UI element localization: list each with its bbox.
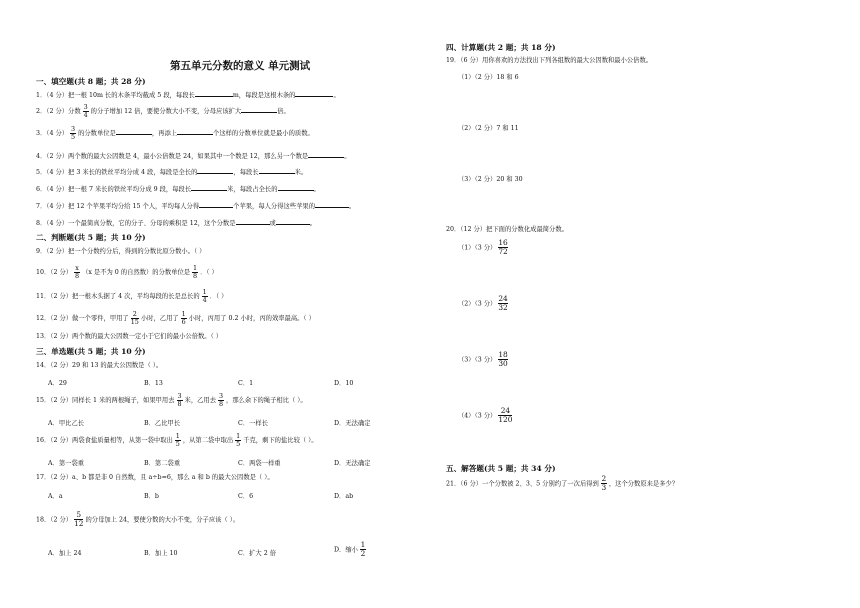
fraction-numerator: 1 — [202, 288, 207, 296]
q7-text-b: 个苹果，每人分得这些苹果的 — [233, 203, 315, 210]
fraction — [218, 393, 224, 408]
fraction — [235, 433, 241, 448]
fraction-numerator: 1 — [360, 540, 366, 549]
q21-text-b: ，这个分数原来是多少？ — [608, 480, 679, 488]
q5-text-b: ，每段长 — [233, 169, 259, 176]
answer-blank[interactable] — [236, 218, 270, 225]
option-a[interactable]: A．第一袋重 — [48, 460, 85, 467]
section-heading-fill: 一、填空题(共 8 题；共 28 分) — [36, 77, 146, 86]
fraction-numerator: 5 — [76, 510, 82, 519]
question-14 — [36, 362, 162, 370]
fraction — [70, 126, 76, 141]
q19-item-3: （3）（2 分）20 和 30 — [458, 176, 523, 183]
question-3 — [36, 126, 314, 141]
section-heading-judge: 二、判断题(共 5 题；共 10 分) — [36, 233, 146, 242]
q2-text-a: 2．（2 分）分数 — [36, 108, 81, 115]
q19-item-1: （1）（2 分）18 和 6 — [458, 74, 519, 81]
q2-text-b: 的分子增加 12 倍，要使分数大小不变，分母应该扩大 — [90, 108, 242, 115]
option-c[interactable]: C．6 — [238, 493, 254, 500]
option-a[interactable]: A．甲比乙长 — [48, 420, 85, 427]
question-21 — [446, 475, 678, 493]
fraction-numerator: 1 — [236, 432, 241, 440]
option-a[interactable]: A．29 — [48, 380, 67, 387]
question-13 — [36, 333, 222, 341]
q13-text: 13．（2 分）两个数的最大公因数一定小于它们的最小公倍数。（ ） — [36, 333, 223, 340]
q8-text-c: 。 — [309, 220, 317, 227]
answer-blank[interactable] — [241, 106, 277, 113]
option-d[interactable]: D．无法确定 — [334, 460, 371, 467]
option-b[interactable]: B．乙比甲长 — [144, 420, 181, 427]
q3-text-d: 个这样的分数单位就是最小的质数。 — [213, 130, 314, 137]
fraction-numerator: 3 — [177, 392, 182, 400]
section-heading-choice: 三、单选题(共 5 题；共 10 分) — [36, 347, 146, 356]
q16-text-c: 千克，剩下的盐比较（ ）。 — [243, 437, 318, 444]
fraction-denominator: 12 — [74, 519, 84, 529]
answer-blank[interactable] — [276, 218, 310, 225]
fraction — [177, 393, 183, 408]
question-15 — [36, 393, 307, 408]
question-5 — [36, 167, 307, 177]
fraction-denominator: 5 — [236, 440, 241, 448]
fraction-denominator: 5 — [175, 440, 180, 448]
answer-blank[interactable] — [199, 201, 233, 208]
fraction-denominator: 2 — [360, 549, 366, 559]
fraction — [498, 351, 507, 369]
q18-text-b: 的分母加上 24，要使分数的大小不变，分子应该（ ）。 — [85, 516, 240, 524]
fraction-denominator: 6 — [181, 318, 186, 326]
fraction-denominator: 8 — [218, 400, 224, 408]
fraction-numerator: 2 — [132, 310, 137, 318]
q5-text-a: 5．（4 分）把 3 米长的铁丝平均分成 4 段，每段是全长的 — [36, 169, 198, 176]
q6-text-b: 米，每段占全长的 — [227, 186, 278, 193]
option-a[interactable]: A．加上 24 — [48, 550, 82, 557]
q1-text-a: 1．（4 分）把一根 10m 长的木条平均截成 5 段，每段长 — [36, 92, 195, 99]
answer-blank[interactable] — [191, 184, 227, 191]
q7-text-a: 7．（4 分）把 12 个苹果平均分给 15 个人，平均每人分得 — [36, 203, 200, 210]
q20-item-label: （3）（3 分） — [458, 356, 497, 364]
fraction — [498, 239, 507, 257]
option-b[interactable]: B．加上 10 — [144, 550, 178, 557]
answer-blank[interactable] — [116, 128, 152, 135]
q10-text-a: 10．（2 分） — [36, 269, 73, 276]
fraction-numerator: 16 — [498, 238, 508, 247]
q6-text-c: 。 — [313, 186, 320, 193]
answer-blank[interactable] — [259, 167, 295, 174]
fraction — [83, 104, 89, 119]
q10-text-b: （x 是不为 0 的自然数）的分数单位是 — [82, 269, 191, 276]
q1-text-b: m，每段是这根木条的 — [232, 92, 296, 99]
q15-text-c: ，那么余下的绳子相比（ ）。 — [226, 397, 307, 404]
fraction — [131, 311, 139, 326]
fraction-numerator: 1 — [181, 310, 186, 318]
fraction-numerator: 2 — [601, 474, 607, 483]
fraction-numerator: x — [75, 264, 79, 272]
fraction-numerator: 24 — [498, 294, 508, 303]
q20-item-label: （4）（3 分） — [458, 412, 497, 420]
question-10 — [36, 265, 218, 280]
fraction-numerator: 3 — [71, 125, 76, 133]
q10-text-c: ．（ ） — [200, 269, 218, 276]
fraction-denominator: 15 — [130, 318, 139, 326]
answer-blank[interactable] — [177, 128, 213, 135]
q3-text-c: ，再添上 — [151, 130, 178, 137]
q20-item-2 — [458, 295, 510, 313]
fraction — [181, 311, 187, 326]
fraction-numerator: 1 — [193, 264, 198, 272]
option-b[interactable]: B．13 — [144, 380, 163, 387]
q20-item-4 — [458, 407, 514, 425]
fraction — [498, 295, 507, 313]
question-4 — [36, 151, 350, 161]
question-11 — [36, 289, 227, 304]
q3-text-b: 的分数单位是 — [78, 130, 116, 137]
fraction-numerator: 3 — [218, 392, 224, 400]
fraction — [601, 475, 607, 493]
option-c[interactable]: C．两袋一样重 — [238, 460, 281, 467]
q16-text-b: ，从第二袋中取出 — [182, 437, 234, 444]
fraction-denominator: 120 — [498, 415, 513, 425]
q12-text-a: 12．（2 分）做一个零件，甲用了 — [36, 315, 129, 322]
fraction-denominator: 4 — [202, 296, 207, 304]
fraction-denominator: 3 — [601, 483, 607, 493]
fraction-denominator: 4 — [83, 111, 88, 119]
option-c[interactable]: C．扩大 2 倍 — [238, 550, 277, 557]
fraction-denominator: 72 — [498, 247, 508, 257]
question-17 — [36, 474, 274, 482]
q5-text-c: 米。 — [294, 169, 308, 176]
q14-text: 14．（2 分）29 和 13 的最大公因数是（ ）。 — [36, 362, 163, 369]
answer-blank[interactable] — [315, 201, 349, 208]
answer-blank[interactable] — [195, 90, 233, 97]
q7-text-c: 。 — [349, 203, 356, 210]
fraction-denominator: 30 — [498, 359, 508, 369]
question-20: 20．（12 分）把下面的分数化成最简分数。 — [446, 226, 568, 233]
q3-text-a: 3．（4 分） — [36, 130, 69, 137]
q16-text-a: 16．（2 分）两袋食盐质量相等，从第一袋中取出 — [36, 437, 173, 444]
q8-text-b: 或 — [269, 220, 276, 227]
question-12 — [36, 311, 315, 326]
question-18 — [36, 511, 239, 529]
option-b[interactable]: B．第二袋重 — [144, 460, 181, 467]
answer-blank[interactable] — [278, 184, 314, 191]
question-8 — [36, 218, 316, 228]
fraction — [192, 265, 198, 280]
q6-text-a: 6．（4 分）把一根 7 米长的铁丝平均分成 9 段，每段长 — [36, 186, 192, 193]
q12-text-c: 小时，丙用了 0.2 小时，丙的效率最高。（ ） — [188, 315, 315, 322]
q1-text-c: 。 — [333, 92, 340, 99]
fraction-numerator: 1 — [175, 432, 180, 440]
option-b[interactable]: B．b — [144, 493, 159, 500]
page-title: 第五单元分数的意义 单元测试 — [170, 60, 311, 72]
fraction — [175, 433, 181, 448]
fraction-numerator: 18 — [498, 350, 508, 359]
fraction-numerator: 24 — [500, 406, 511, 415]
fraction — [74, 265, 80, 280]
answer-blank[interactable] — [295, 90, 333, 97]
q21-text-a: 21．（6 分）一个分数被 2、3、5 分别约了一次后得到 — [446, 480, 599, 488]
q9-text: 9．（2 分）把一个分数约分后，得到的分数比原分数小。（ ） — [36, 248, 206, 255]
fraction-denominator: 8 — [177, 400, 182, 408]
answer-blank[interactable] — [308, 151, 344, 158]
q18-text-a: 18．（2 分） — [36, 516, 73, 524]
question-2 — [36, 104, 290, 119]
q4-text-a: 4．（2 分）两个数的最大公因数是 4，最小公倍数是 24，如果其中一个数是 12，那么另一个数是 — [36, 153, 309, 160]
answer-blank[interactable] — [197, 167, 233, 174]
question-9 — [36, 248, 205, 256]
q8-text-a: 8．（4 分）一个最简真分数，它的分子、分母的乘积是 12，这个分数是 — [36, 220, 236, 227]
q20-item-label: （1）（3 分） — [458, 244, 497, 252]
question-6 — [36, 184, 320, 194]
q20-item-label: （2）（3 分） — [458, 300, 497, 308]
q19-item-2: （2）（2 分）7 和 11 — [458, 125, 519, 132]
section-heading-solve: 五、解答题(共 5 题；共 34 分) — [446, 464, 556, 473]
fraction — [202, 289, 208, 304]
fraction-numerator: 3 — [83, 103, 88, 111]
fraction — [360, 541, 366, 559]
option-a[interactable]: A．a — [48, 493, 63, 500]
fraction-denominator: 8 — [193, 272, 198, 280]
q4-text-b: 。 — [344, 153, 351, 160]
option-d-text: D．缩小 — [334, 546, 358, 554]
question-1 — [36, 90, 340, 100]
fraction-denominator: 8 — [75, 272, 80, 280]
q12-text-b: 小时，乙用了 — [140, 315, 179, 322]
option-d[interactable] — [334, 541, 368, 559]
q11-text-b: ．（ ） — [209, 293, 228, 300]
question-16 — [36, 433, 318, 448]
fraction-denominator: 5 — [71, 133, 76, 141]
fraction — [74, 511, 83, 529]
option-c[interactable]: C．一样长 — [238, 420, 269, 427]
q20-item-1 — [458, 239, 510, 257]
q20-item-3 — [458, 351, 510, 369]
option-d[interactable]: D．10 — [334, 380, 354, 387]
q2-text-c: 倍。 — [277, 108, 290, 115]
section-heading-calc: 四、计算题(共 2 题；共 18 分) — [446, 43, 556, 52]
question-7 — [36, 201, 355, 211]
q17-text: 17．（2 分）a、b 都是非 0 自然数，且 a÷b=6，那么 a 和 b 的最大公因数是（ ）。 — [36, 474, 274, 481]
q15-text-a: 15．（2 分）同样长 1 米的两根绳子，如果甲用去 — [36, 397, 175, 404]
option-d[interactable]: D．ab — [334, 493, 354, 500]
question-19: 19．（6 分）用你喜欢的方法找出下列各组数的最大公因数和最小公倍数。 — [446, 57, 653, 64]
option-c[interactable]: C．1 — [238, 380, 254, 387]
fraction-denominator: 32 — [498, 303, 508, 313]
q15-text-b: 米，乙用去 — [184, 397, 217, 404]
fraction — [498, 407, 512, 425]
option-d[interactable]: D．无法确定 — [334, 420, 371, 427]
q11-text-a: 11．（2 分）把一根木头据了 4 次，平均每段的长是总长的 — [36, 293, 200, 300]
